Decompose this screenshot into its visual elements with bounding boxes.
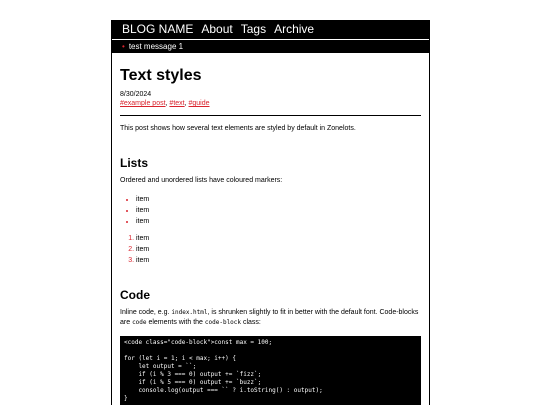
lists-description: Ordered and unordered lists have coloured markers: xyxy=(120,177,283,184)
unordered-list xyxy=(120,194,421,227)
post-tags: #example post, #text, #guide xyxy=(120,100,210,107)
list-item: • item xyxy=(136,216,421,227)
post-content xyxy=(112,67,429,405)
nav-brand-link[interactable]: BLOG NAME xyxy=(122,22,194,36)
ordered-list xyxy=(120,233,421,266)
post-date: 8/30/2024 xyxy=(120,91,152,98)
code-desc-part: class: xyxy=(241,319,261,326)
list-item: 2. item xyxy=(136,244,421,255)
code-description xyxy=(120,308,421,328)
code-desc-part: Inline code, e.g. xyxy=(120,309,172,316)
list-item: • item xyxy=(136,205,421,216)
notice-bullet-icon: • xyxy=(122,42,125,51)
inline-code-code: code xyxy=(132,319,147,326)
header-divider xyxy=(120,115,421,116)
post-title: Text styles xyxy=(120,67,202,84)
notice-message: test message 1 xyxy=(128,42,184,51)
inline-code-index: index.html xyxy=(171,309,208,316)
nav-link-tags[interactable]: Tags xyxy=(240,22,267,36)
list-item: • item xyxy=(136,194,421,205)
section-heading-code: Code xyxy=(120,288,150,302)
list-item: 1. item xyxy=(136,233,421,244)
page-frame xyxy=(111,20,430,405)
post-intro: This post shows how several text elements are styled by default in Zonelots. xyxy=(120,125,356,132)
tag-link-guide[interactable]: #guide xyxy=(188,100,210,107)
code-desc-part: elements with the xyxy=(146,319,205,326)
notice-bar xyxy=(112,40,429,53)
inline-code-code-block: code-block xyxy=(204,319,242,326)
nav-link-about[interactable]: About xyxy=(201,22,233,36)
code-block: <code class="code-block">const max = 100; for (let i = 1; i < max; i++) { let output = ``; if (i % 3 === 0) output += `fizz`; if (i % 5 === 0) output += `buzz`; console.log(output === `` ? i.toString() : output); } xyxy=(120,336,421,405)
tag-link-example-post[interactable]: #example post xyxy=(120,100,166,107)
list-item: 3. item xyxy=(136,255,421,266)
code-desc-part: , is shrunken slightly to fit in better with the default font. Code-blocks are xyxy=(120,309,419,326)
section-heading-lists: Lists xyxy=(120,156,149,170)
top-nav xyxy=(112,20,429,40)
tag-link-text[interactable]: #text xyxy=(169,100,185,107)
nav-link-archive[interactable]: Archive xyxy=(274,22,315,36)
